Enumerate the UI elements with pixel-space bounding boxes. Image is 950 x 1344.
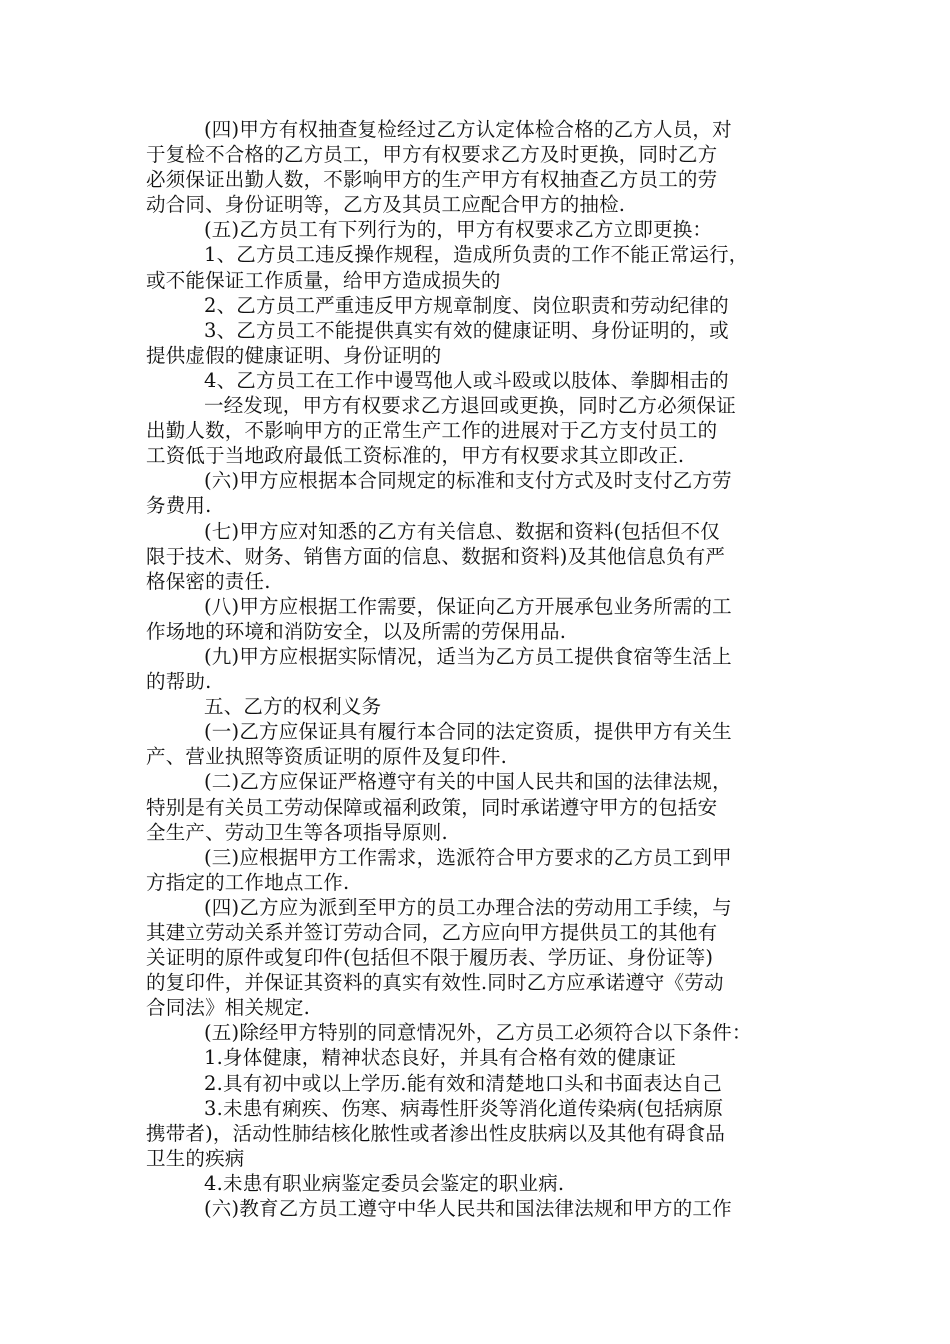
text-line: 方指定的工作地点工作. <box>146 870 350 894</box>
text-line: 一经发现，甲方有权要求乙方退回或更换，同时乙方必须保证 <box>204 394 736 418</box>
text-line: 的复印件，并保证其资料的真实有效性.同时乙方应承诺遵守《劳动 <box>146 971 724 995</box>
text-line: (二)乙方应保证严格遵守有关的中国人民共和国的法律法规， <box>204 770 732 794</box>
text-line: 其建立劳动关系并签订劳动合同，乙方应向甲方提供员工的其他有 <box>146 921 718 944</box>
text-line: 工资低于当地政府最低工资标准的，甲方有权要求其立即改正. <box>146 444 685 468</box>
text-line: 动合同、身份证明等，乙方及其员工应配合甲方的抽检. <box>146 193 626 217</box>
text-line: 2.具有初中或以上学历.能有效和清楚地口头和书面表达自己 <box>204 1071 722 1095</box>
text-line: (八)甲方应根据工作需要，保证向乙方开展承包业务所需的工 <box>204 594 732 618</box>
text-line: 携带者)，活动性肺结核化脓性或者渗出性皮肤病以及其他有碍食品 <box>146 1121 726 1145</box>
text-line: 提供虚假的健康证明、身份证明的 <box>146 343 442 367</box>
text-line: 卫生的疾病 <box>146 1146 245 1170</box>
text-line: (九)甲方应根据实际情况，适当为乙方员工提供食宿等生活上 <box>204 644 732 668</box>
text-line: 1、乙方员工违反操作规程，造成所负责的工作不能正常运行， <box>204 243 749 267</box>
text-line: 务费用. <box>146 494 212 518</box>
text-line: 特别是有关员工劳动保障或福利政策，同时承诺遵守甲方的包括安 <box>146 795 718 819</box>
text-line: (四)甲方有权抽查复检经过乙方认定体检合格的乙方人员，对 <box>204 118 732 141</box>
text-line: 关证明的原件或复印件(包括但不限于履历表、学历证、身份证等) <box>146 946 714 970</box>
text-line: 4.未患有职业病鉴定委员会鉴定的职业病. <box>204 1171 565 1195</box>
text-line: (三)应根据甲方工作需求，选派符合甲方要求的乙方员工到甲 <box>204 845 732 869</box>
text-line: 限于技术、财务、销售方面的信息、数据和资料)及其他信息负有严 <box>146 544 726 568</box>
text-line: (六)教育乙方员工遵守中华人民共和国法律法规和甲方的工作 <box>204 1197 732 1221</box>
text-line: 4、乙方员工在工作中谩骂他人或斗殴或以肢体、拳脚相击的 <box>204 368 729 392</box>
text-line: 合同法》相关规定. <box>146 996 310 1020</box>
text-line: 出勤人数，不影响甲方的正常生产工作的进展对于乙方支付员工的 <box>146 419 718 443</box>
text-line: (四)乙方应为派到至甲方的员工办理合法的劳动用工手续，与 <box>204 895 732 919</box>
text-line: (一)乙方应保证具有履行本合同的法定资质，提供甲方有关生 <box>204 720 732 744</box>
text-line: 于复检不合格的乙方员工，甲方有权要求乙方及时更换，同时乙方 <box>146 143 718 167</box>
text-line: 格保密的责任. <box>146 569 271 593</box>
text-line: 3、乙方员工不能提供真实有效的健康证明、身份证明的，或 <box>204 318 729 342</box>
text-line: 必须保证出勤人数，不影响甲方的生产甲方有权抽查乙方员工的劳 <box>146 168 718 192</box>
text-line: (五)除经甲方特别的同意情况外，乙方员工必须符合以下条件： <box>204 1021 752 1045</box>
text-line: 的帮助. <box>146 670 212 694</box>
document-page <box>146 117 814 1221</box>
text-line: 作场地的环境和消防安全，以及所需的劳保用品. <box>146 619 567 643</box>
text-line: 五、乙方的权利义务 <box>204 695 382 719</box>
text-line: 全生产、劳动卫生等各项指导原则. <box>146 820 448 844</box>
text-line: (六)甲方应根据本合同规定的标准和支付方式及时支付乙方劳 <box>204 469 732 493</box>
text-line: 2、乙方员工严重违反甲方规章制度、岗位职责和劳动纪律的 <box>204 293 729 317</box>
text-line: 1.身体健康，精神状态良好，并具有合格有效的健康证 <box>204 1046 677 1070</box>
text-line: 产、营业执照等资质证明的原件及复印件. <box>146 745 507 769</box>
text-line: (七)甲方应对知悉的乙方有关信息、数据和资料(包括但不仅 <box>204 519 720 543</box>
text-line: 或不能保证工作质量，给甲方造成损失的 <box>146 268 501 292</box>
text-line: (五)乙方员工有下列行为的，甲方有权要求乙方立即更换： <box>204 218 713 242</box>
text-line: 3.未患有痢疾、伤寒、病毒性肝炎等消化道传染病(包括病原 <box>204 1096 724 1120</box>
